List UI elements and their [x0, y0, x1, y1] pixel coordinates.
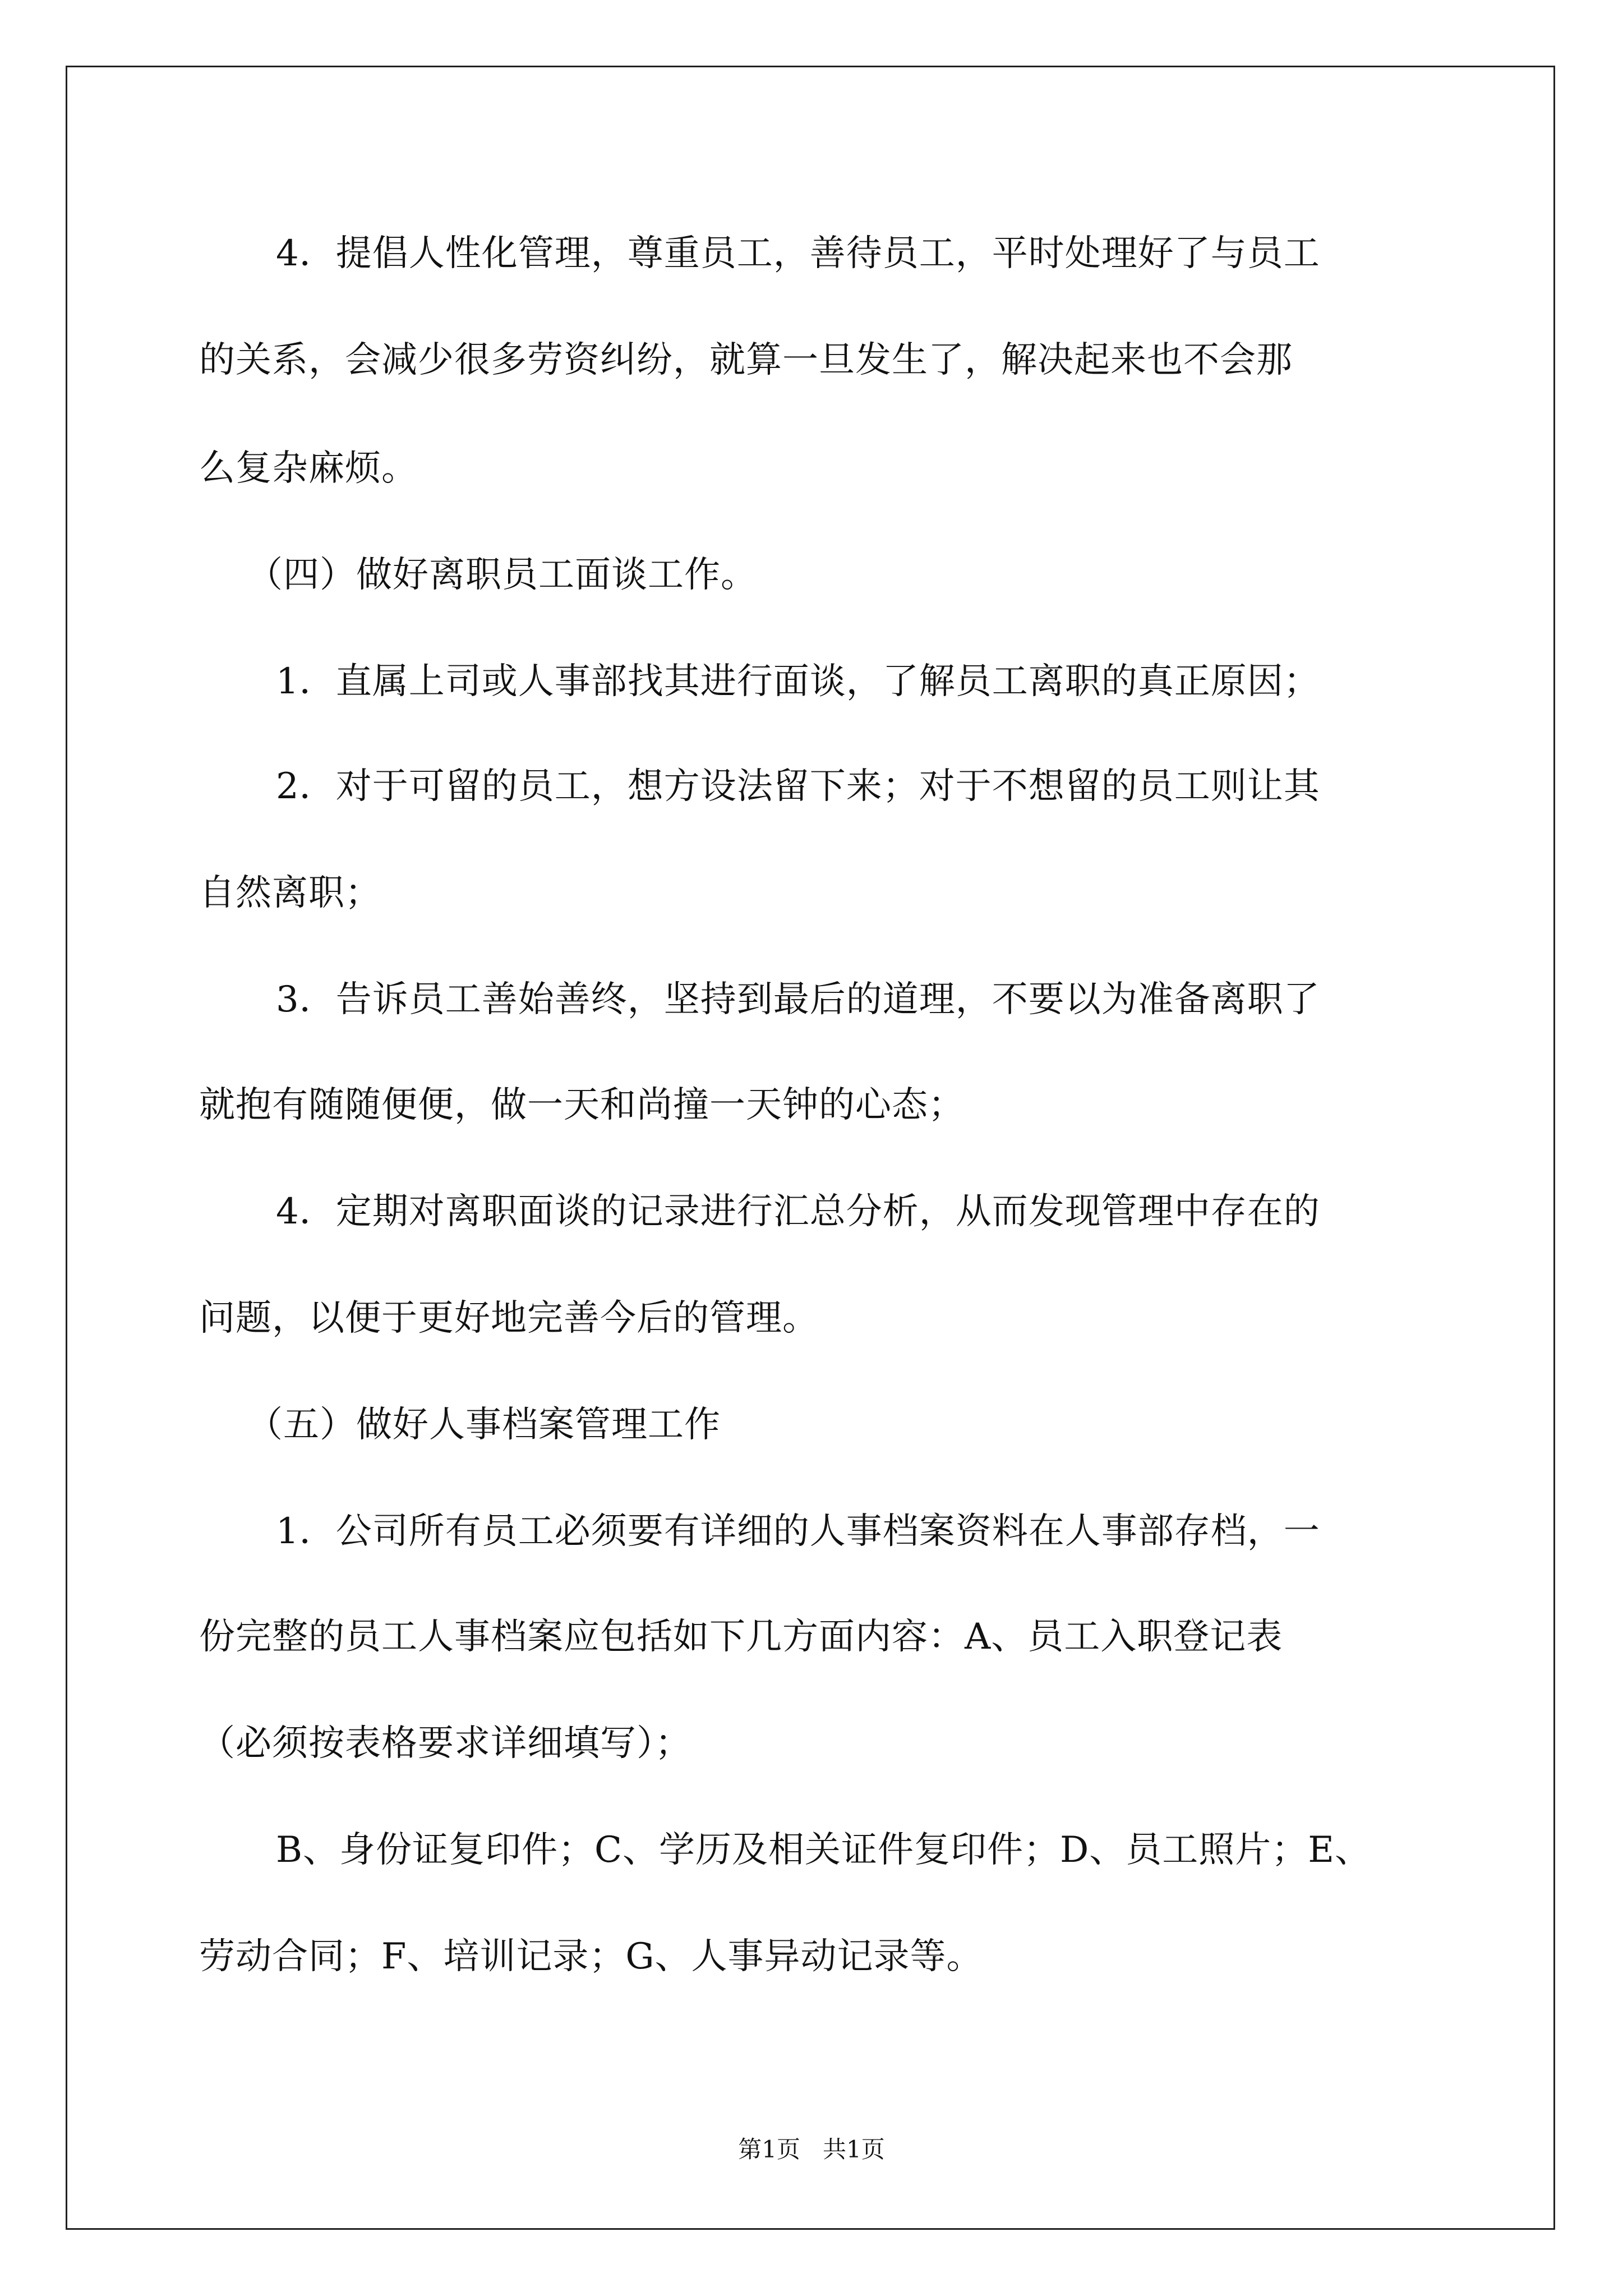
- paragraph-line: 1．公司所有员工必须要有详细的人事档案资料在人事部存档，一: [276, 1511, 1320, 1552]
- paragraph-line: 的关系，会减少很多劳资纠纷，就算一旦发生了，解决起来也不会那: [199, 339, 1293, 381]
- section-heading: （五）做好人事档案管理工作: [247, 1404, 721, 1446]
- paragraph-line: 4．提倡人性化管理，尊重员工，善待员工，平时处理好了与员工: [276, 233, 1320, 274]
- section-heading: （四）做好离职员工面谈工作。: [247, 554, 757, 596]
- paragraph-line: 3．告诉员工善始善终，坚持到最后的道理，不要以为准备离职了: [276, 979, 1320, 1020]
- paragraph-line: 么复杂麻烦。: [199, 448, 418, 489]
- paragraph-line: 2．对于可留的员工，想方设法留下来；对于不想留的员工则让其: [276, 766, 1320, 807]
- paragraph-line: B、身份证复印件；C、学历及相关证件复印件；D、员工照片；E、: [276, 1829, 1372, 1871]
- paragraph-line: 问题，以便于更好地完善今后的管理。: [199, 1297, 819, 1339]
- paragraph-line: 自然离职；: [199, 872, 381, 914]
- paragraph-line: 1．直属上司或人事部找其进行面谈，了解员工离职的真正原因；: [276, 661, 1320, 702]
- paragraph-line: 4．定期对离职面谈的记录进行汇总分析，从而发现管理中存在的: [276, 1191, 1320, 1232]
- page-footer: 第1页 共1页: [738, 2136, 885, 2163]
- paragraph-line: （必须按表格要求详细填写）；: [199, 1723, 691, 1764]
- paragraph-line: 就抱有随随便便，做一天和尚撞一天钟的心态；: [199, 1084, 965, 1126]
- page-border: [66, 66, 1555, 2230]
- paragraph-line: 份完整的员工人事档案应包括如下几方面内容：A、员工入职登记表: [199, 1616, 1283, 1658]
- paragraph-line: 劳动合同；F、培训记录；G、人事异动记录等。: [199, 1936, 983, 1977]
